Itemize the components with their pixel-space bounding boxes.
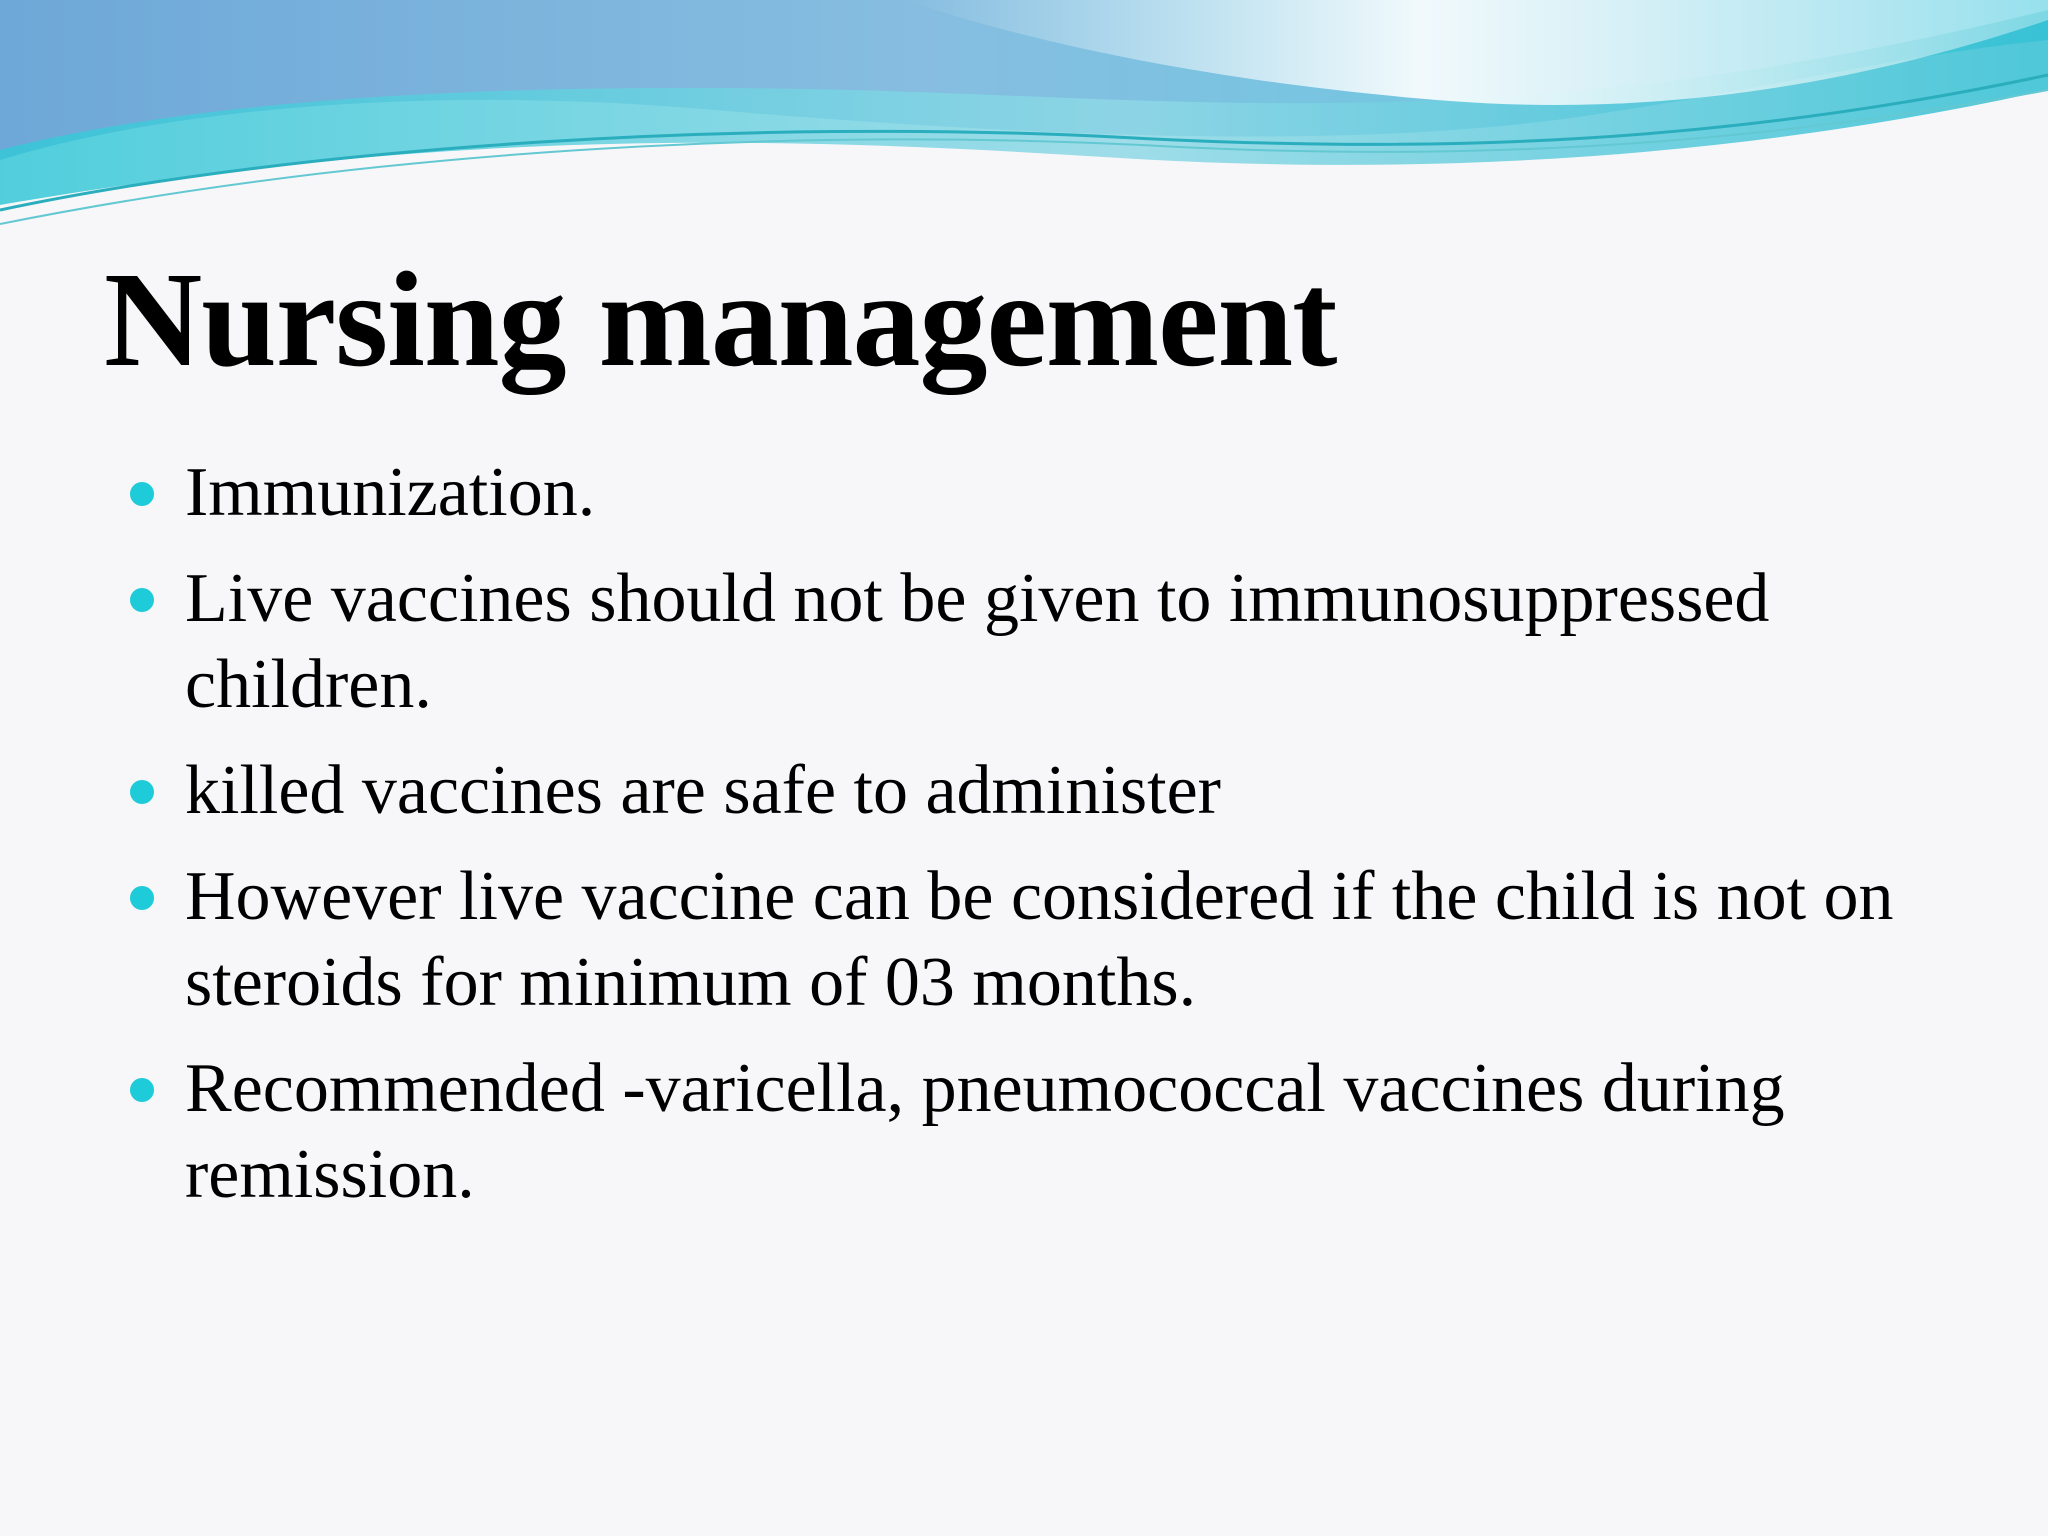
bullet-item-killed-vaccines bbox=[130, 748, 1920, 834]
bullet-text: Immunization. bbox=[185, 454, 596, 531]
bullet-icon bbox=[130, 1078, 154, 1102]
bullet-item-immunization bbox=[130, 450, 1920, 536]
bullet-item-live-vaccines bbox=[130, 556, 1920, 728]
bullet-icon bbox=[130, 482, 154, 506]
header-wave-decoration bbox=[0, 0, 2048, 240]
bullet-icon bbox=[130, 780, 154, 804]
bullet-icon bbox=[130, 588, 154, 612]
slide-title: Nursing management bbox=[104, 245, 1337, 395]
bullet-text: Live vaccines should not be given to immunosuppressed children. bbox=[185, 560, 1770, 723]
bullet-text: However live vaccine can be considered if the child is not on steroids for minimum of 03 months. bbox=[185, 858, 1894, 1021]
bullet-icon bbox=[130, 886, 154, 910]
bullet-text: Recommended -varicella, pneumococcal vaccines during remission. bbox=[185, 1050, 1785, 1213]
bullet-item-live-vaccine-consideration bbox=[130, 854, 1920, 1026]
bullet-list bbox=[130, 450, 1920, 1238]
bullet-text: killed vaccines are safe to administer bbox=[185, 752, 1221, 829]
bullet-item-recommended-vaccines bbox=[130, 1046, 1920, 1218]
